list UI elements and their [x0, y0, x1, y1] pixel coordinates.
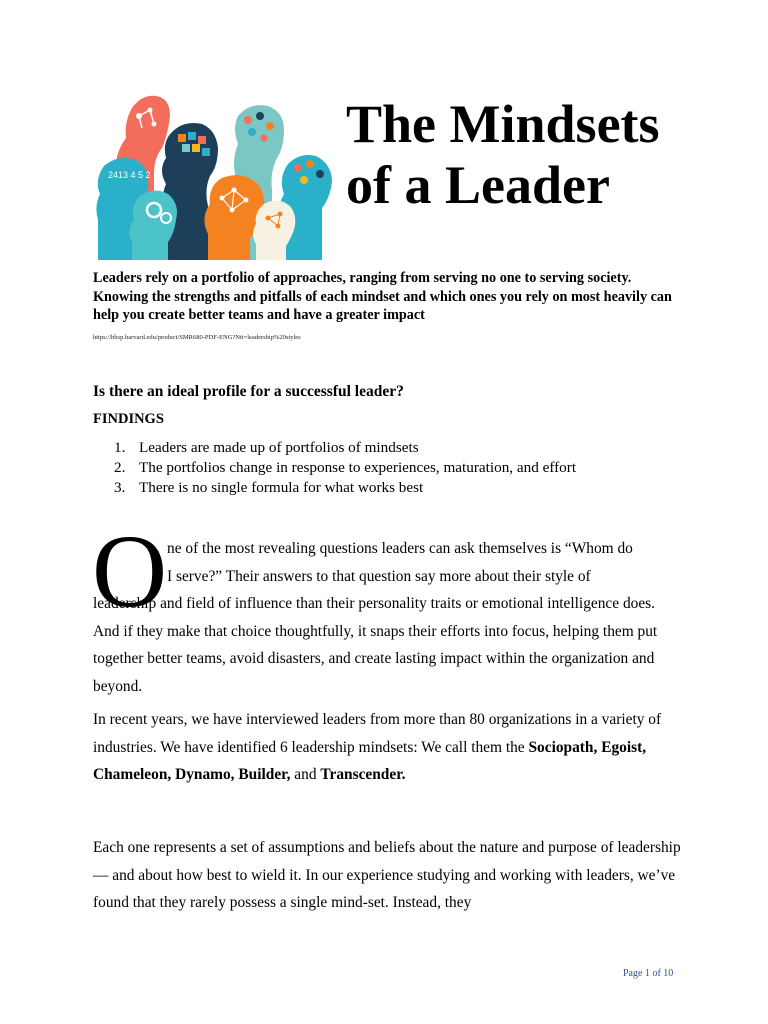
list-number: 3.	[114, 479, 126, 496]
drop-cap: O	[92, 514, 168, 629]
title-line-1: The Mindsets	[346, 94, 660, 154]
section-question: Is there an ideal profile for a successful leader?	[93, 383, 404, 400]
mindset-chameleon: Chameleon,	[93, 766, 172, 783]
title-line-2: of a Leader	[346, 155, 610, 215]
p2-text: In recent years, we have interviewed leaders from more than 80 organizations in a variety of industries. We have identified 6 leadership mindsets: We call them the	[93, 711, 662, 756]
list-item	[114, 478, 576, 498]
list-item	[114, 458, 576, 478]
p1-rest: leadership and field of influence than their personality traits or emotional intelligence does. And if they make that choice thoughtfully, it snaps their efforts into focus, helping them put together better teams, avoid disasters, and create lasting impact within the organization and beyond.	[93, 595, 658, 695]
body-paragraph-1	[93, 535, 683, 700]
p1-line-2: I serve?” Their answers to that question say more about their style of	[167, 567, 591, 585]
mindset-transcender: Transcender.	[320, 766, 406, 783]
list-text: The portfolios change in response to experiences, maturation, and effort	[139, 459, 577, 476]
mindset-conjunction: and	[294, 766, 317, 783]
list-text: Leaders are made up of portfolios of mindsets	[139, 439, 419, 456]
list-number: 1.	[114, 439, 126, 456]
body-paragraph-3: Each one represents a set of assumptions and beliefs about the nature and purpose of leadership — and about how best to wield it. In our experience studying and working with leaders, we’ve found that they rarely possess a single mind-set. Instead, they	[93, 839, 681, 911]
mindset-dynamo: Dynamo,	[175, 766, 235, 783]
page-title	[346, 94, 756, 216]
mindset-builder: Builder,	[238, 766, 291, 783]
body-paragraph-2	[93, 706, 683, 789]
list-text: There is no single formula for what works best	[139, 479, 424, 496]
leadership-minds-illustration	[92, 94, 337, 260]
digits-pattern: 2413 4 5 2	[108, 170, 151, 180]
list-number: 2.	[114, 459, 126, 476]
p1-line-1: ne of the most revealing questions leaders can ask themselves is “Whom do	[167, 540, 633, 557]
findings-list	[114, 438, 576, 498]
page-number: Page 1 of 10	[623, 968, 674, 979]
findings-heading: FINDINGS	[93, 411, 164, 427]
mindset-sociopath: Sociopath,	[528, 738, 598, 756]
intro-paragraph: Leaders rely on a portfolio of approaches, ranging from serving no one to serving society. Knowing the strengths and pitfalls of each mindset and which ones you rely on most heavily can help you create better teams and have a greater impact	[93, 270, 672, 323]
source-link[interactable]: https://hbsp.harvard.edu/product/SMR680-PDF-ENG?Ntt=leadership%20styles	[93, 334, 301, 341]
mindset-egoist: Egoist,	[601, 738, 647, 756]
list-item	[114, 438, 576, 458]
